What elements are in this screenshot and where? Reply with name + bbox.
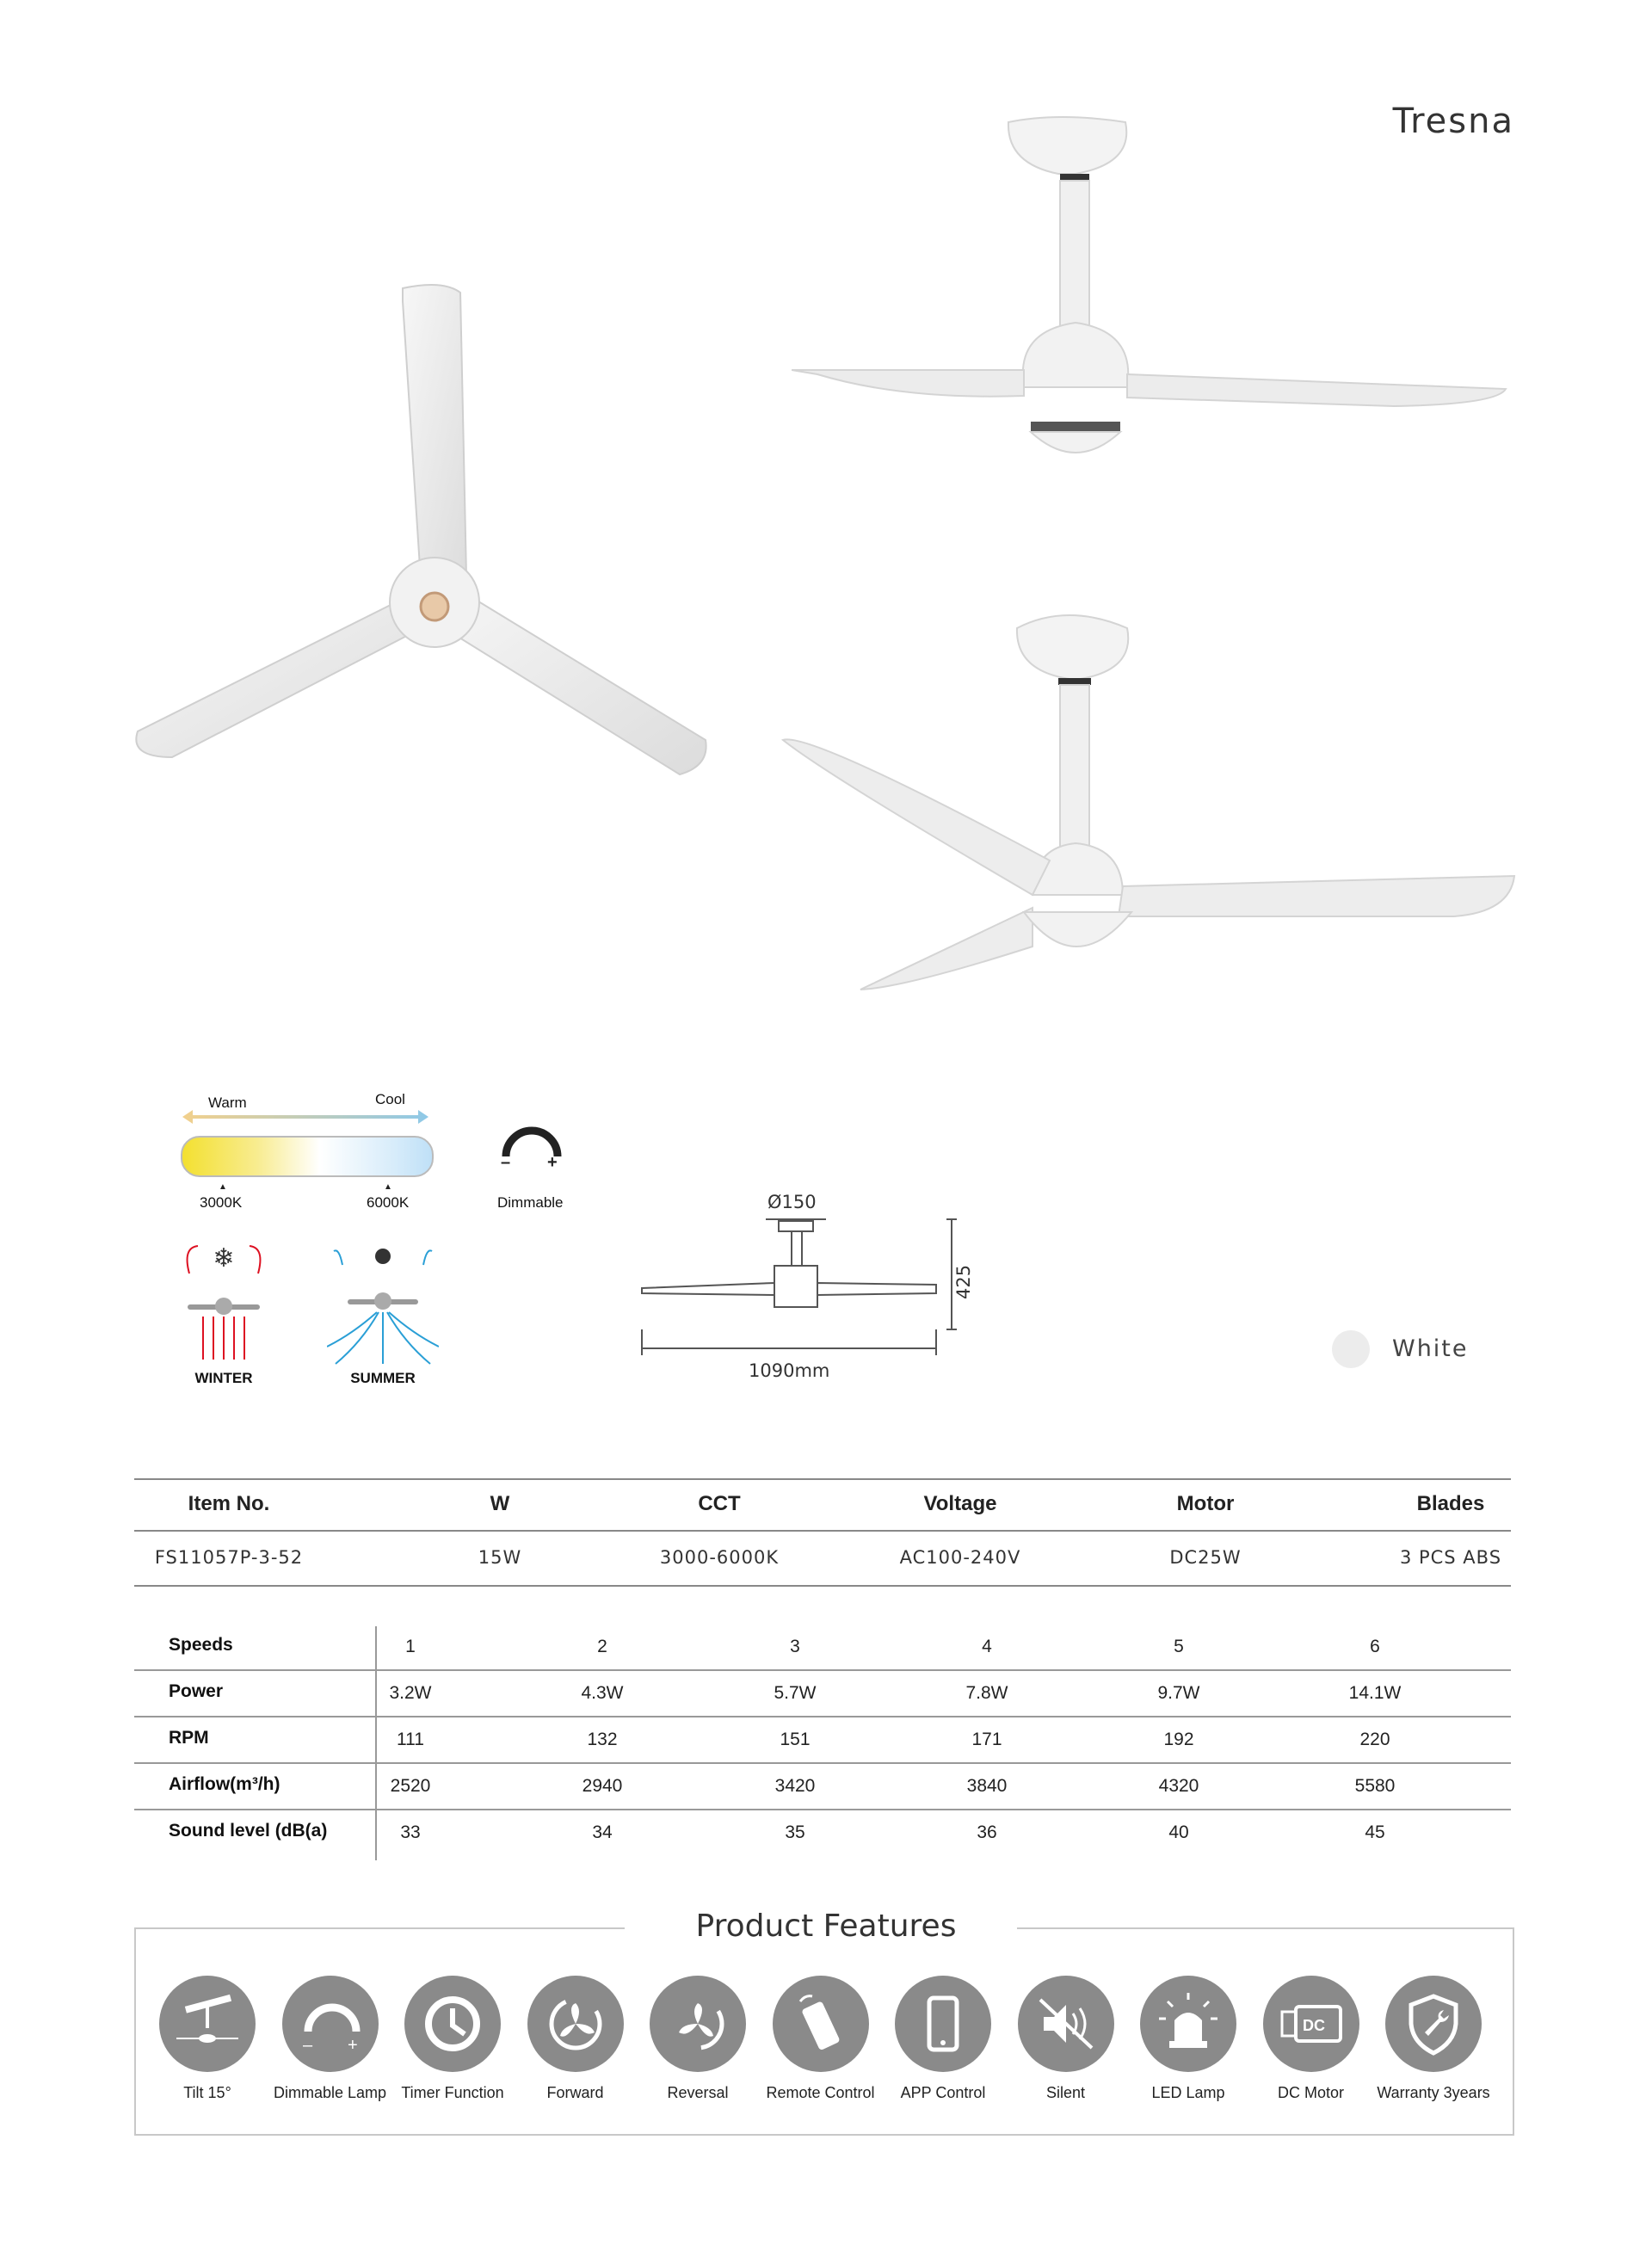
silent-icon <box>1018 1976 1114 2072</box>
cct-high-label: 6000K <box>367 1194 410 1211</box>
feature-timer <box>391 1976 514 2102</box>
feature-forward <box>515 1976 637 2102</box>
speed-cell-2-2: 151 <box>780 1730 811 1749</box>
spec-value-0: FS11057P-3-52 <box>154 1547 304 1568</box>
svg-text:❄: ❄ <box>213 1244 235 1273</box>
feature-warranty-shield <box>1372 1976 1495 2102</box>
speed-table <box>134 1626 1511 1867</box>
dimmable-lamp-icon <box>282 1976 379 2072</box>
speed-cell-2-1: 132 <box>587 1730 618 1749</box>
speed-cell-1-1: 4.3W <box>581 1683 624 1703</box>
spec-header-1: W <box>490 1492 510 1515</box>
feature-phone <box>882 1976 1004 2102</box>
phone-icon <box>895 1976 991 2072</box>
speed-cell-4-3: 36 <box>977 1822 997 1842</box>
speed-cell-2-4: 192 <box>1163 1730 1194 1749</box>
winter-mode <box>172 1239 275 1394</box>
feature-label: Reversal <box>667 2084 729 2101</box>
summer-mode <box>327 1239 439 1394</box>
spec-value-1: 15W <box>478 1547 522 1568</box>
svg-text:DC: DC <box>1302 2017 1325 2034</box>
spec-value-5: 3 PCS ABS <box>1399 1547 1502 1568</box>
speed-cell-0-4: 5 <box>1174 1637 1184 1656</box>
diameter-label: Ø150 <box>767 1192 817 1212</box>
speed-cell-0-0: 1 <box>405 1637 416 1656</box>
tilt-icon <box>159 1976 256 2072</box>
dimmable-label: Dimmable <box>497 1194 564 1211</box>
cool-label: Cool <box>375 1091 405 1107</box>
span-label: 1090mm <box>749 1360 830 1381</box>
feature-silent <box>1005 1976 1127 2102</box>
speed-cell-0-2: 3 <box>790 1637 800 1656</box>
speed-cell-1-4: 9.7W <box>1157 1683 1200 1703</box>
fan-side-view-image <box>792 112 1514 473</box>
dc-motor-icon <box>1263 1976 1359 2072</box>
reversal-icon <box>650 1976 746 2072</box>
feature-label: LED Lamp <box>1151 2084 1225 2101</box>
speed-cell-3-3: 3840 <box>966 1776 1008 1796</box>
speed-cell-4-4: 40 <box>1168 1822 1189 1842</box>
spec-header-2: CCT <box>698 1492 741 1515</box>
remote-control-icon <box>773 1976 869 2072</box>
spec-value-4: DC25W <box>1169 1547 1242 1568</box>
svg-text:+: + <box>347 2036 358 2054</box>
feature-label: Tilt 15° <box>183 2084 231 2101</box>
speed-cell-3-4: 4320 <box>1158 1776 1199 1796</box>
speed-cell-0-3: 4 <box>982 1637 992 1656</box>
speed-row-label-0: Speeds <box>169 1635 233 1655</box>
speed-cell-0-5: 6 <box>1370 1637 1380 1656</box>
winter-airflow-icon <box>172 1239 275 1368</box>
warm-cool-arrow-icon <box>181 1108 430 1125</box>
svg-text:–: – <box>302 2036 312 2054</box>
speed-cell-1-5: 14.1W <box>1348 1683 1402 1703</box>
winter-label: WINTER <box>194 1370 253 1386</box>
color-option-label: White <box>1392 1335 1469 1362</box>
feature-label: Remote Control <box>766 2084 875 2101</box>
summer-airflow-icon <box>327 1239 439 1368</box>
summer-label: SUMMER <box>350 1370 416 1386</box>
feature-label: DC Motor <box>1277 2084 1344 2101</box>
product-title: Tresna <box>1392 102 1514 141</box>
speed-row-label-1: Power <box>169 1681 224 1701</box>
speed-cell-1-3: 7.8W <box>965 1683 1008 1703</box>
cct-low-label: 3000K <box>200 1194 243 1211</box>
spec-header-4: Motor <box>1176 1492 1235 1515</box>
feature-label: APP Control <box>900 2084 986 2101</box>
speed-cell-3-2: 3420 <box>774 1776 816 1796</box>
spec-value-3: AC100-240V <box>899 1547 1021 1568</box>
color-temperature-widget: Warm Cool ▲ ▲ 3000K 6000K <box>181 1086 439 1215</box>
feature-remote-control <box>760 1976 882 2102</box>
speed-cell-2-3: 171 <box>971 1730 1002 1749</box>
speed-cell-3-1: 2940 <box>582 1776 623 1796</box>
speed-row-label-4: Sound level (dB(a) <box>169 1821 328 1841</box>
speed-cell-4-5: 45 <box>1365 1822 1385 1842</box>
fan-top-view-image <box>129 275 723 809</box>
feature-label: Forward <box>546 2084 604 2101</box>
speed-cell-3-0: 2520 <box>390 1776 431 1796</box>
timer-icon <box>404 1976 501 2072</box>
speed-cell-3-5: 5580 <box>1354 1776 1396 1796</box>
feature-label: Dimmable Lamp <box>273 2084 387 2101</box>
white-color-swatch <box>1332 1330 1370 1368</box>
speed-cell-2-0: 111 <box>397 1730 424 1749</box>
feature-label: Timer Function <box>401 2084 504 2101</box>
fan-angled-view-image <box>774 602 1532 998</box>
spec-header-3: Voltage <box>923 1492 997 1515</box>
feature-tilt <box>146 1976 268 2102</box>
forward-icon <box>527 1976 624 2072</box>
speed-cell-4-0: 33 <box>400 1822 421 1842</box>
spec-header-0: Item No. <box>188 1492 270 1515</box>
speed-cell-1-0: 3.2W <box>389 1683 432 1703</box>
warranty-shield-icon <box>1385 1976 1482 2072</box>
fan-outline-drawing <box>637 1209 981 1381</box>
dim-minus: – <box>501 1153 511 1172</box>
speed-cell-1-2: 5.7W <box>774 1683 817 1703</box>
speed-cell-4-1: 34 <box>592 1822 613 1842</box>
dim-plus: + <box>547 1153 558 1172</box>
spec-value-2: 3000-6000K <box>659 1547 780 1568</box>
speed-row-label-2: RPM <box>169 1728 209 1748</box>
speed-cell-0-1: 2 <box>597 1637 607 1656</box>
dimension-drawing <box>637 1192 981 1398</box>
feature-label: Warranty 3years <box>1377 2084 1490 2101</box>
speed-row-label-3: Airflow(m³/h) <box>169 1774 280 1794</box>
feature-reversal <box>637 1976 759 2102</box>
feature-led-lamp <box>1127 1976 1249 2102</box>
dimmable-widget <box>490 1119 585 1213</box>
features-title: Product Features <box>602 1909 1050 1944</box>
warm-label: Warm <box>208 1095 247 1111</box>
feature-label: Silent <box>1045 2084 1086 2101</box>
color-temperature-gradient-bar <box>181 1136 434 1177</box>
speed-cell-2-5: 220 <box>1359 1730 1390 1749</box>
height-label: 425 <box>953 1264 974 1299</box>
speed-cell-4-2: 35 <box>785 1822 805 1842</box>
feature-dimmable-lamp <box>269 1976 391 2102</box>
led-lamp-icon <box>1140 1976 1236 2072</box>
spec-header-5: Blades <box>1416 1492 1485 1515</box>
feature-dc-motor <box>1250 1976 1372 2102</box>
